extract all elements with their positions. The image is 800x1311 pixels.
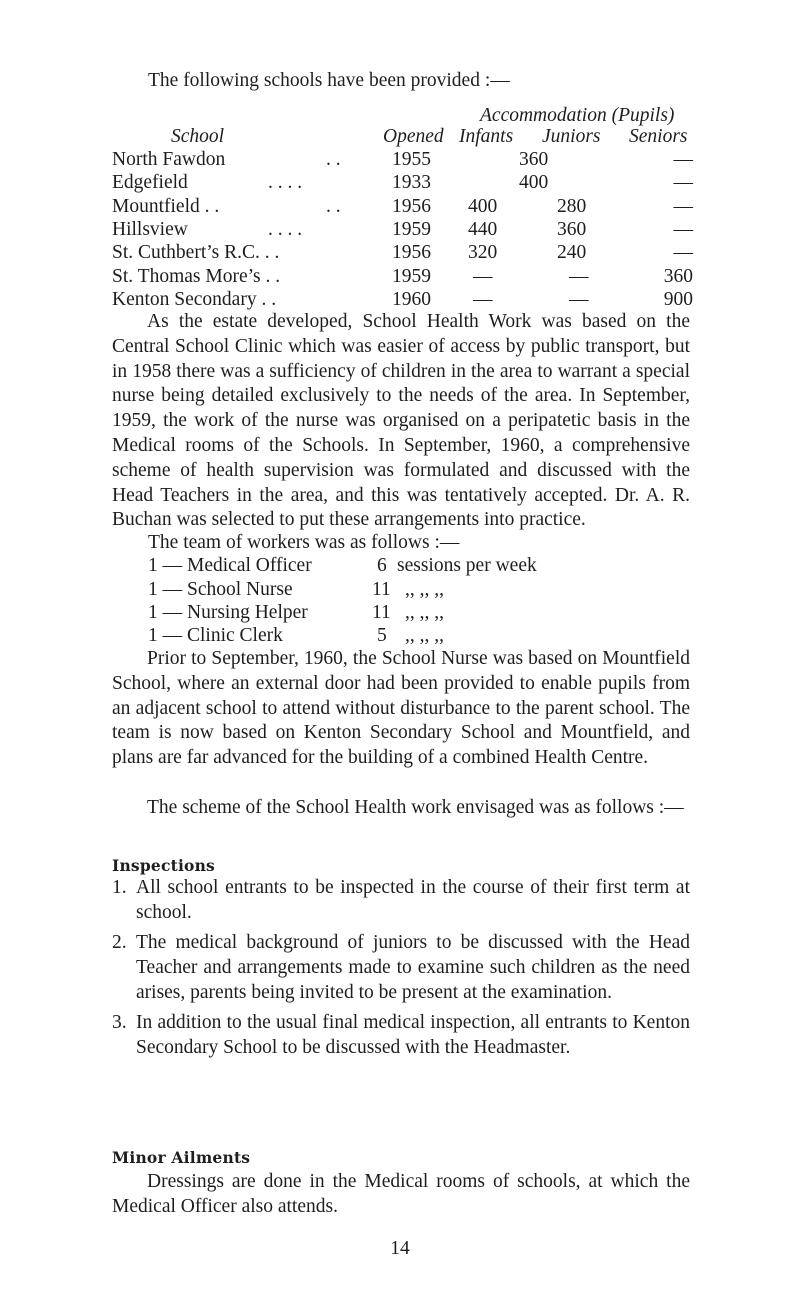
team-role: 1 — School Nurse	[148, 579, 293, 600]
intro-line: The following schools have been provided :—	[148, 70, 510, 91]
team-intro: The team of workers was as follows :—	[148, 532, 460, 553]
header-juniors: Juniors	[542, 126, 601, 147]
accommodation-group-header: Accommodation (Pupils)	[480, 105, 675, 126]
cell-seniors: —	[673, 219, 693, 240]
cell-opened: 1960	[392, 289, 431, 310]
cell-school: Hillsview	[112, 219, 188, 240]
paragraph-minor-ailments: Dressings are done in the Medical rooms of schools, at which the Medical Officer also attends.	[112, 1171, 690, 1217]
cell-seniors: —	[673, 242, 693, 263]
item-number: 2.	[112, 932, 127, 954]
cell-opened: 1959	[392, 219, 431, 240]
item-text: The medical background of juniors to be discussed with the Head Teacher and arrangements made to examine such children as the need arises, parents being invited to be present at the examination.	[136, 932, 690, 1003]
cell-seniors: —	[673, 196, 693, 217]
item-number: 1.	[112, 877, 127, 898]
cell-school: St. Thomas More’s . .	[112, 266, 281, 287]
cell-infants: 320	[468, 242, 498, 263]
cell-school: St. Cuthbert’s R.C. . .	[112, 242, 280, 263]
team-count: 11	[372, 602, 391, 623]
cell-combined: 400	[519, 172, 549, 193]
team-unit: ,, ,, ,,	[405, 625, 444, 646]
cell-infants: —	[473, 289, 493, 310]
header-infants: Infants	[459, 126, 514, 147]
item-number: 3.	[112, 1011, 127, 1033]
list-item	[112, 876, 690, 926]
cell-opened: 1955	[392, 149, 431, 170]
header-seniors: Seniors	[629, 126, 688, 147]
cell-juniors: —	[569, 266, 589, 287]
cell-infants: —	[473, 266, 493, 287]
team-count: 11	[372, 579, 391, 600]
cell-leader: . . . .	[268, 219, 303, 240]
team-unit: ,, ,, ,,	[405, 602, 444, 623]
cell-leader: . . . .	[268, 172, 303, 193]
cell-school: Edgefield	[112, 172, 188, 193]
cell-juniors: 280	[557, 196, 587, 217]
cell-juniors: 240	[557, 242, 587, 263]
paragraph-scheme-intro: The scheme of the School Health work envisaged was as follows :—	[147, 797, 684, 818]
paragraph-school-health-work: As the estate developed, School Health Work was based on the Central School Clinic which was easier of access by public transport, but in 1958 there was a sufficiency of children in the area to warrant a special nurse being detailed exclusively to the needs of the area. In September, 1959, the work of the nurse was organised on a peripatetic basis in the Medical rooms of the Schools. In September, 1960, a comprehensive scheme of health supervision was formulated and discussed with the Head Teachers in the area, and this was tentatively accepted. Dr. A. R. Buchan was selected to put these arrangements into practice.	[112, 311, 690, 531]
cell-infants: 400	[468, 196, 498, 217]
cell-leader: . .	[326, 149, 341, 170]
cell-seniors: 900	[663, 289, 693, 310]
cell-seniors: —	[673, 172, 693, 193]
team-count: 5	[377, 625, 387, 646]
cell-leader: . .	[326, 196, 341, 217]
inspections-list	[112, 876, 690, 1066]
cell-juniors: —	[569, 289, 589, 310]
team-unit: ,, ,, ,,	[405, 579, 444, 600]
list-item	[112, 1011, 690, 1061]
cell-seniors: —	[673, 149, 693, 170]
page-number: 14	[390, 1238, 410, 1259]
item-text: In addition to the usual final medical inspection, all entrants to Kenton Secondary School to be discussed with the Headmaster.	[136, 1011, 690, 1058]
team-unit: sessions per week	[397, 555, 537, 576]
team-role: 1 — Nursing Helper	[148, 602, 308, 623]
cell-seniors: 360	[663, 266, 693, 287]
team-role: 1 — Clinic Clerk	[148, 625, 283, 646]
minor-ailments-heading: Minor Ailments	[112, 1148, 251, 1167]
header-opened: Opened	[383, 126, 444, 147]
team-count: 6	[377, 555, 387, 576]
paragraph-nurse-base: Prior to September, 1960, the School Nurse was based on Mountfield School, where an external door had been provided to enable pupils from an adjacent school to attend without disturbance to the parent school. The team is now based on Kenton Secondary School and Mountfield, and plans are far advanced for the building of a combined Health Centre.	[112, 648, 690, 769]
cell-opened: 1933	[392, 172, 431, 193]
inspections-heading: Inspections	[112, 856, 215, 875]
team-role: 1 — Medical Officer	[148, 555, 312, 576]
cell-opened: 1959	[392, 266, 431, 287]
item-text: All school entrants to be inspected in the course of their first term at school.	[136, 877, 690, 923]
cell-combined: 360	[519, 149, 549, 170]
cell-opened: 1956	[392, 196, 431, 217]
cell-school: Mountfield . .	[112, 196, 220, 217]
cell-juniors: 360	[557, 219, 587, 240]
cell-school: Kenton Secondary . .	[112, 289, 277, 310]
cell-opened: 1956	[392, 242, 431, 263]
cell-school: North Fawdon	[112, 149, 226, 170]
cell-infants: 440	[468, 219, 498, 240]
header-school: School	[171, 126, 225, 147]
list-item	[112, 931, 690, 1005]
